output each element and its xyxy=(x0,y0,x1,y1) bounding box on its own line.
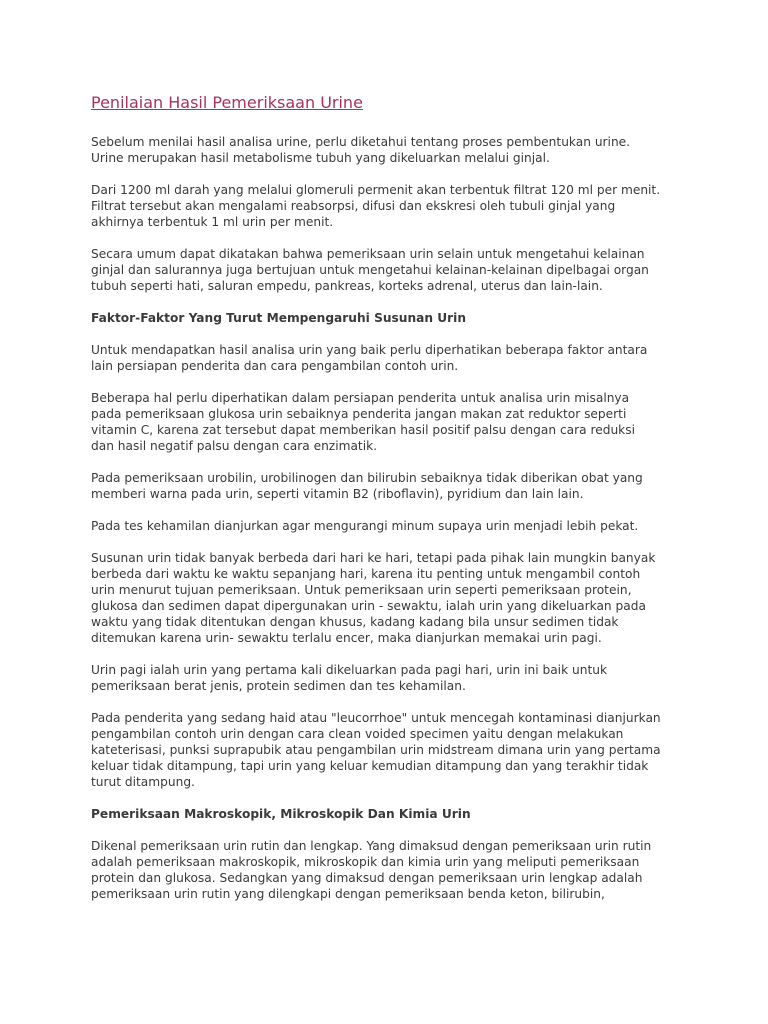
paragraph xyxy=(91,838,691,902)
paragraph-line: memberi warna pada urin, seperti vitamin B2 (riboflavin), pyridium dan lain lain. xyxy=(91,487,584,501)
section-heading: Faktor-Faktor Yang Turut Mempengaruhi Susunan Urin xyxy=(91,311,467,325)
paragraph-line: waktu yang tidak ditentukan dengan khusus, kadang kadang bila unsur sedimen tidak xyxy=(91,615,619,629)
paragraph xyxy=(91,182,691,230)
paragraph-line: pemeriksaan urin rutin yang dilengkapi dengan pemeriksaan benda keton, bilirubin, xyxy=(91,887,605,901)
paragraph-line: berbeda dari waktu ke waktu sepanjang hari, karena itu penting untuk mengambil contoh xyxy=(91,567,641,581)
paragraph-line: akhirnya terbentuk 1 ml urin per menit. xyxy=(91,215,334,229)
paragraph-line: glukosa dan sedimen dapat dipergunakan urin - sewaktu, ialah urin yang dikeluarkan pada xyxy=(91,599,646,613)
paragraph-line: Pada tes kehamilan dianjurkan agar mengurangi minum supaya urin menjadi lebih pekat. xyxy=(91,519,639,533)
paragraph-line: pada pemeriksaan glukosa urin sebaiknya penderita jangan makan zat reduktor seperti xyxy=(91,407,627,421)
paragraph-line: Filtrat tersebut akan mengalami reabsorpsi, difusi dan ekskresi oleh tubuli ginjal yang xyxy=(91,199,616,213)
paragraph-line: dan hasil negatif palsu dengan cara enzimatik. xyxy=(91,439,378,453)
paragraph xyxy=(91,134,691,166)
paragraph-line: pemeriksaan berat jenis, protein sedimen dan tes kehamilan. xyxy=(91,679,466,693)
paragraph xyxy=(91,470,691,502)
paragraph-line: Pada pemeriksaan urobilin, urobilinogen dan bilirubin sebaiknya tidak diberikan obat yang xyxy=(91,471,643,485)
document-title: Penilaian Hasil Pemeriksaan Urine xyxy=(91,93,363,112)
paragraph-line: adalah pemeriksaan makroskopik, mikroskopik dan kimia urin yang meliputi pemeriksaan xyxy=(91,855,640,869)
paragraph-line: protein dan glukosa. Sedangkan yang dimaksud dengan pemeriksaan urin lengkap adalah xyxy=(91,871,643,885)
paragraph-line: vitamin C, karena zat tersebut dapat memberikan hasil positif palsu dengan cara reduksi xyxy=(91,423,635,437)
paragraph-line: Dari 1200 ml darah yang melalui glomeruli permenit akan terbentuk filtrat 120 ml per menit. xyxy=(91,183,661,197)
paragraph-line: keluar tidak ditampung, tapi urin yang keluar kemudian ditampung dan yang terakhir tidak xyxy=(91,759,649,773)
paragraph xyxy=(91,662,691,694)
paragraph-line: Secara umum dapat dikatakan bahwa pemeriksaan urin selain untuk mengetahui kelainan xyxy=(91,247,645,261)
paragraph-line: lain persiapan penderita dan cara pengambilan contoh urin. xyxy=(91,359,459,373)
paragraph-line: Susunan urin tidak banyak berbeda dari hari ke hari, tetapi pada pihak lain mungkin banyak xyxy=(91,551,656,565)
paragraph xyxy=(91,246,691,294)
paragraph xyxy=(91,550,691,646)
paragraph-line: Untuk mendapatkan hasil analisa urin yang baik perlu diperhatikan beberapa faktor antara xyxy=(91,343,648,357)
paragraph-line: Dikenal pemeriksaan urin rutin dan lengkap. Yang dimaksud dengan pemeriksaan urin rutin xyxy=(91,839,652,853)
paragraph-line: pengambilan contoh urin dengan cara clean voided specimen yaitu dengan melakukan xyxy=(91,727,624,741)
paragraph-line: tubuh seperti hati, saluran empedu, pankreas, korteks adrenal, uterus dan lain-lain. xyxy=(91,279,603,293)
paragraph-line: ditemukan karena urin- sewaktu terlalu encer, maka dianjurkan memakai urin pagi. xyxy=(91,631,602,645)
paragraph-line: Beberapa hal perlu diperhatikan dalam persiapan penderita untuk analisa urin misalnya xyxy=(91,391,630,405)
document-body xyxy=(91,134,691,902)
paragraph xyxy=(91,342,691,374)
paragraph xyxy=(91,518,691,534)
paragraph-line: turut ditampung. xyxy=(91,775,195,789)
paragraph-line: Urine merupakan hasil metabolisme tubuh yang dikeluarkan melalui ginjal. xyxy=(91,151,550,165)
document-page xyxy=(91,92,691,918)
paragraph-line: ginjal dan salurannya juga bertujuan untuk mengetahui kelainan-kelainan dipelbagai organ xyxy=(91,263,649,277)
paragraph-line: kateterisasi, punksi suprapubik atau pengambilan urin midstream dimana urin yang pertama xyxy=(91,743,661,757)
paragraph xyxy=(91,390,691,454)
paragraph-line: Urin pagi ialah urin yang pertama kali dikeluarkan pada pagi hari, urin ini baik untuk xyxy=(91,663,608,677)
section-heading: Pemeriksaan Makroskopik, Mikroskopik Dan Kimia Urin xyxy=(91,807,471,821)
paragraph-line: Pada penderita yang sedang haid atau "leucorrhoe" untuk mencegah kontaminasi dianjurkan xyxy=(91,711,661,725)
paragraph-line: urin menurut tujuan pemeriksaan. Untuk pemeriksaan urin seperti pemeriksaan protein, xyxy=(91,583,632,597)
paragraph-line: Sebelum menilai hasil analisa urine, perlu diketahui tentang proses pembentukan urine. xyxy=(91,135,631,149)
paragraph xyxy=(91,710,691,790)
